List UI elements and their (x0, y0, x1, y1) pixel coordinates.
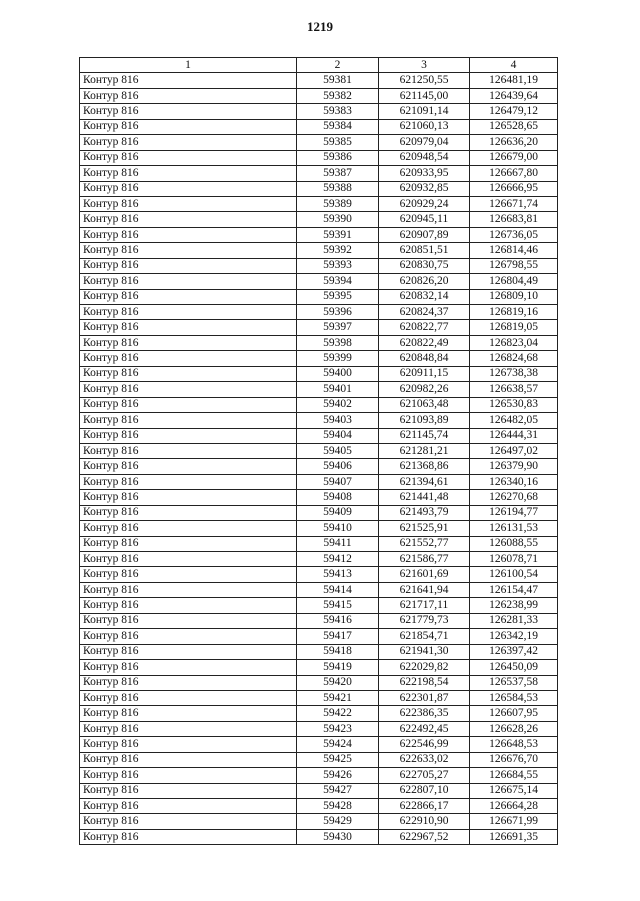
table-row (80, 737, 558, 752)
x-coordinate-cell: 622807,10 (379, 783, 470, 798)
table-row (80, 829, 558, 844)
table-row (80, 335, 558, 350)
table-row (80, 582, 558, 597)
table-row (80, 799, 558, 814)
contour-name-cell: Контур 816 (80, 335, 297, 350)
y-coordinate-cell: 126439,64 (470, 88, 558, 103)
point-number-cell: 59401 (297, 382, 379, 397)
header-col-1: 1 (80, 58, 297, 73)
point-number-cell: 59396 (297, 305, 379, 320)
x-coordinate-cell: 620911,15 (379, 366, 470, 381)
y-coordinate-cell: 126683,81 (470, 212, 558, 227)
x-coordinate-cell: 622386,35 (379, 706, 470, 721)
y-coordinate-cell: 126194,77 (470, 505, 558, 520)
point-number-cell: 59383 (297, 104, 379, 119)
contour-name-cell: Контур 816 (80, 829, 297, 844)
y-coordinate-cell: 126823,04 (470, 335, 558, 350)
table-row (80, 536, 558, 551)
point-number-cell: 59384 (297, 119, 379, 134)
table-row (80, 135, 558, 150)
y-coordinate-cell: 126497,02 (470, 443, 558, 458)
y-coordinate-cell: 126482,05 (470, 413, 558, 428)
y-coordinate-cell: 126664,28 (470, 799, 558, 814)
y-coordinate-cell: 126824,68 (470, 351, 558, 366)
x-coordinate-cell: 621441,48 (379, 490, 470, 505)
x-coordinate-cell: 621854,71 (379, 629, 470, 644)
contour-name-cell: Контур 816 (80, 150, 297, 165)
table-row (80, 366, 558, 381)
x-coordinate-cell: 621601,69 (379, 567, 470, 582)
y-coordinate-cell: 126666,95 (470, 181, 558, 196)
table-row (80, 196, 558, 211)
point-number-cell: 59415 (297, 598, 379, 613)
point-number-cell: 59393 (297, 258, 379, 273)
y-coordinate-cell: 126819,05 (470, 320, 558, 335)
table-row (80, 660, 558, 675)
y-coordinate-cell: 126804,49 (470, 274, 558, 289)
contour-name-cell: Контур 816 (80, 212, 297, 227)
table-row (80, 258, 558, 273)
table-row (80, 274, 558, 289)
x-coordinate-cell: 622633,02 (379, 752, 470, 767)
table-row (80, 320, 558, 335)
contour-name-cell: Контур 816 (80, 737, 297, 752)
point-number-cell: 59412 (297, 552, 379, 567)
point-number-cell: 59408 (297, 490, 379, 505)
x-coordinate-cell: 621552,77 (379, 536, 470, 551)
contour-name-cell: Контур 816 (80, 320, 297, 335)
table-row (80, 413, 558, 428)
contour-name-cell: Контур 816 (80, 706, 297, 721)
point-number-cell: 59403 (297, 413, 379, 428)
table-row (80, 505, 558, 520)
point-number-cell: 59430 (297, 829, 379, 844)
x-coordinate-cell: 622492,45 (379, 721, 470, 736)
y-coordinate-cell: 126667,80 (470, 166, 558, 181)
contour-name-cell: Контур 816 (80, 799, 297, 814)
contour-name-cell: Контур 816 (80, 644, 297, 659)
y-coordinate-cell: 126397,42 (470, 644, 558, 659)
contour-name-cell: Контур 816 (80, 135, 297, 150)
x-coordinate-cell: 620933,95 (379, 166, 470, 181)
table-row (80, 73, 558, 88)
contour-name-cell: Контур 816 (80, 582, 297, 597)
y-coordinate-cell: 126738,38 (470, 366, 558, 381)
y-coordinate-cell: 126088,55 (470, 536, 558, 551)
point-number-cell: 59392 (297, 243, 379, 258)
y-coordinate-cell: 126078,71 (470, 552, 558, 567)
x-coordinate-cell: 620824,37 (379, 305, 470, 320)
table-row (80, 814, 558, 829)
point-number-cell: 59398 (297, 335, 379, 350)
point-number-cell: 59388 (297, 181, 379, 196)
point-number-cell: 59391 (297, 227, 379, 242)
contour-name-cell: Контур 816 (80, 629, 297, 644)
contour-name-cell: Контур 816 (80, 196, 297, 211)
point-number-cell: 59400 (297, 366, 379, 381)
contour-name-cell: Контур 816 (80, 721, 297, 736)
contour-name-cell: Контур 816 (80, 675, 297, 690)
contour-name-cell: Контур 816 (80, 413, 297, 428)
x-coordinate-cell: 620822,77 (379, 320, 470, 335)
y-coordinate-cell: 126379,90 (470, 459, 558, 474)
x-coordinate-cell: 620929,24 (379, 196, 470, 211)
y-coordinate-cell: 126537,58 (470, 675, 558, 690)
y-coordinate-cell: 126648,53 (470, 737, 558, 752)
table-row (80, 490, 558, 505)
x-coordinate-cell: 622967,52 (379, 829, 470, 844)
x-coordinate-cell: 622705,27 (379, 768, 470, 783)
x-coordinate-cell: 621093,89 (379, 413, 470, 428)
table-row (80, 552, 558, 567)
contour-name-cell: Контур 816 (80, 397, 297, 412)
table-row (80, 706, 558, 721)
contour-name-cell: Контур 816 (80, 428, 297, 443)
point-number-cell: 59413 (297, 567, 379, 582)
table-row (80, 768, 558, 783)
table-row (80, 212, 558, 227)
table-row (80, 443, 558, 458)
x-coordinate-cell: 620907,89 (379, 227, 470, 242)
x-coordinate-cell: 622029,82 (379, 660, 470, 675)
y-coordinate-cell: 126679,00 (470, 150, 558, 165)
table-row (80, 752, 558, 767)
table-row (80, 459, 558, 474)
header-col-3: 3 (379, 58, 470, 73)
contour-name-cell: Контур 816 (80, 690, 297, 705)
contour-name-cell: Контур 816 (80, 521, 297, 536)
table-row (80, 243, 558, 258)
x-coordinate-cell: 620830,75 (379, 258, 470, 273)
table-row (80, 721, 558, 736)
point-number-cell: 59429 (297, 814, 379, 829)
x-coordinate-cell: 622546,99 (379, 737, 470, 752)
y-coordinate-cell: 126736,05 (470, 227, 558, 242)
point-number-cell: 59399 (297, 351, 379, 366)
table-row (80, 382, 558, 397)
point-number-cell: 59405 (297, 443, 379, 458)
contour-name-cell: Контур 816 (80, 73, 297, 88)
x-coordinate-cell: 621779,73 (379, 613, 470, 628)
point-number-cell: 59417 (297, 629, 379, 644)
contour-name-cell: Контур 816 (80, 104, 297, 119)
y-coordinate-cell: 126340,16 (470, 474, 558, 489)
contour-name-cell: Контур 816 (80, 274, 297, 289)
point-number-cell: 59409 (297, 505, 379, 520)
x-coordinate-cell: 620848,84 (379, 351, 470, 366)
point-number-cell: 59428 (297, 799, 379, 814)
table-row (80, 613, 558, 628)
point-number-cell: 59385 (297, 135, 379, 150)
point-number-cell: 59390 (297, 212, 379, 227)
contour-name-cell: Контур 816 (80, 351, 297, 366)
table-row (80, 181, 558, 196)
y-coordinate-cell: 126450,09 (470, 660, 558, 675)
contour-name-cell: Контур 816 (80, 752, 297, 767)
x-coordinate-cell: 620979,04 (379, 135, 470, 150)
x-coordinate-cell: 621941,30 (379, 644, 470, 659)
contour-name-cell: Контур 816 (80, 567, 297, 582)
table-row (80, 104, 558, 119)
y-coordinate-cell: 126684,55 (470, 768, 558, 783)
y-coordinate-cell: 126675,14 (470, 783, 558, 798)
contour-name-cell: Контур 816 (80, 382, 297, 397)
contour-name-cell: Контур 816 (80, 181, 297, 196)
x-coordinate-cell: 621717,11 (379, 598, 470, 613)
contour-name-cell: Контур 816 (80, 783, 297, 798)
x-coordinate-cell: 621394,61 (379, 474, 470, 489)
y-coordinate-cell: 126607,95 (470, 706, 558, 721)
y-coordinate-cell: 126154,47 (470, 582, 558, 597)
y-coordinate-cell: 126481,19 (470, 73, 558, 88)
point-number-cell: 59381 (297, 73, 379, 88)
header-col-2: 2 (297, 58, 379, 73)
x-coordinate-cell: 621145,74 (379, 428, 470, 443)
y-coordinate-cell: 126798,55 (470, 258, 558, 273)
point-number-cell: 59387 (297, 166, 379, 181)
table-row (80, 474, 558, 489)
point-number-cell: 59427 (297, 783, 379, 798)
contour-name-cell: Контур 816 (80, 505, 297, 520)
table-row (80, 150, 558, 165)
table-row (80, 567, 558, 582)
y-coordinate-cell: 126691,35 (470, 829, 558, 844)
contour-name-cell: Контур 816 (80, 459, 297, 474)
contour-name-cell: Контур 816 (80, 243, 297, 258)
x-coordinate-cell: 620948,54 (379, 150, 470, 165)
point-number-cell: 59425 (297, 752, 379, 767)
x-coordinate-cell: 622866,17 (379, 799, 470, 814)
point-number-cell: 59424 (297, 737, 379, 752)
contour-name-cell: Контур 816 (80, 88, 297, 103)
table-row (80, 675, 558, 690)
contour-name-cell: Контур 816 (80, 443, 297, 458)
contour-name-cell: Контур 816 (80, 598, 297, 613)
y-coordinate-cell: 126270,68 (470, 490, 558, 505)
point-number-cell: 59411 (297, 536, 379, 551)
point-number-cell: 59426 (297, 768, 379, 783)
contour-name-cell: Контур 816 (80, 613, 297, 628)
x-coordinate-cell: 620832,14 (379, 289, 470, 304)
x-coordinate-cell: 620945,11 (379, 212, 470, 227)
x-coordinate-cell: 620851,51 (379, 243, 470, 258)
point-number-cell: 59421 (297, 690, 379, 705)
y-coordinate-cell: 126814,46 (470, 243, 558, 258)
table-row (80, 227, 558, 242)
y-coordinate-cell: 126638,57 (470, 382, 558, 397)
contour-name-cell: Контур 816 (80, 305, 297, 320)
point-number-cell: 59382 (297, 88, 379, 103)
header-col-4: 4 (470, 58, 558, 73)
point-number-cell: 59419 (297, 660, 379, 675)
x-coordinate-cell: 622198,54 (379, 675, 470, 690)
table-row (80, 521, 558, 536)
table-row (80, 397, 558, 412)
x-coordinate-cell: 622910,90 (379, 814, 470, 829)
x-coordinate-cell: 620826,20 (379, 274, 470, 289)
y-coordinate-cell: 126671,99 (470, 814, 558, 829)
y-coordinate-cell: 126809,10 (470, 289, 558, 304)
y-coordinate-cell: 126131,53 (470, 521, 558, 536)
y-coordinate-cell: 126100,54 (470, 567, 558, 582)
table-row (80, 305, 558, 320)
y-coordinate-cell: 126238,99 (470, 598, 558, 613)
y-coordinate-cell: 126528,65 (470, 119, 558, 134)
contour-name-cell: Контур 816 (80, 258, 297, 273)
y-coordinate-cell: 126636,20 (470, 135, 558, 150)
table-row (80, 690, 558, 705)
contour-name-cell: Контур 816 (80, 227, 297, 242)
y-coordinate-cell: 126281,33 (470, 613, 558, 628)
x-coordinate-cell: 620822,49 (379, 335, 470, 350)
y-coordinate-cell: 126444,31 (470, 428, 558, 443)
table-row (80, 644, 558, 659)
point-number-cell: 59394 (297, 274, 379, 289)
point-number-cell: 59414 (297, 582, 379, 597)
contour-name-cell: Контур 816 (80, 289, 297, 304)
table-row (80, 289, 558, 304)
point-number-cell: 59397 (297, 320, 379, 335)
x-coordinate-cell: 621145,00 (379, 88, 470, 103)
y-coordinate-cell: 126342,19 (470, 629, 558, 644)
y-coordinate-cell: 126530,83 (470, 397, 558, 412)
y-coordinate-cell: 126479,12 (470, 104, 558, 119)
table-row (80, 428, 558, 443)
point-number-cell: 59418 (297, 644, 379, 659)
contour-name-cell: Контур 816 (80, 490, 297, 505)
contour-name-cell: Контур 816 (80, 536, 297, 551)
point-number-cell: 59410 (297, 521, 379, 536)
x-coordinate-cell: 621525,91 (379, 521, 470, 536)
point-number-cell: 59420 (297, 675, 379, 690)
y-coordinate-cell: 126676,70 (470, 752, 558, 767)
x-coordinate-cell: 621493,79 (379, 505, 470, 520)
x-coordinate-cell: 622301,87 (379, 690, 470, 705)
point-number-cell: 59422 (297, 706, 379, 721)
x-coordinate-cell: 621250,55 (379, 73, 470, 88)
point-number-cell: 59395 (297, 289, 379, 304)
page-number: 1219 (307, 19, 333, 34)
point-number-cell: 59386 (297, 150, 379, 165)
point-number-cell: 59389 (297, 196, 379, 211)
table-body (80, 73, 558, 845)
point-number-cell: 59423 (297, 721, 379, 736)
x-coordinate-cell: 621586,77 (379, 552, 470, 567)
y-coordinate-cell: 126671,74 (470, 196, 558, 211)
point-number-cell: 59407 (297, 474, 379, 489)
contour-name-cell: Контур 816 (80, 768, 297, 783)
point-number-cell: 59416 (297, 613, 379, 628)
point-number-cell: 59406 (297, 459, 379, 474)
table-row (80, 166, 558, 181)
x-coordinate-cell: 621368,86 (379, 459, 470, 474)
contour-name-cell: Контур 816 (80, 119, 297, 134)
table-row (80, 629, 558, 644)
contour-name-cell: Контур 816 (80, 552, 297, 567)
x-coordinate-cell: 621281,21 (379, 443, 470, 458)
table-row (80, 598, 558, 613)
point-number-cell: 59404 (297, 428, 379, 443)
contour-name-cell: Контур 816 (80, 474, 297, 489)
contour-name-cell: Контур 816 (80, 366, 297, 381)
x-coordinate-cell: 621641,94 (379, 582, 470, 597)
x-coordinate-cell: 621063,48 (379, 397, 470, 412)
y-coordinate-cell: 126819,16 (470, 305, 558, 320)
x-coordinate-cell: 620982,26 (379, 382, 470, 397)
x-coordinate-cell: 620932,85 (379, 181, 470, 196)
coordinates-table (79, 57, 558, 845)
y-coordinate-cell: 126628,26 (470, 721, 558, 736)
contour-name-cell: Контур 816 (80, 660, 297, 675)
contour-name-cell: Контур 816 (80, 814, 297, 829)
table-row (80, 783, 558, 798)
x-coordinate-cell: 621060,13 (379, 119, 470, 134)
table-row (80, 351, 558, 366)
table-header-row (80, 58, 558, 73)
contour-name-cell: Контур 816 (80, 166, 297, 181)
point-number-cell: 59402 (297, 397, 379, 412)
table-row (80, 119, 558, 134)
x-coordinate-cell: 621091,14 (379, 104, 470, 119)
table-row (80, 88, 558, 103)
y-coordinate-cell: 126584,53 (470, 690, 558, 705)
